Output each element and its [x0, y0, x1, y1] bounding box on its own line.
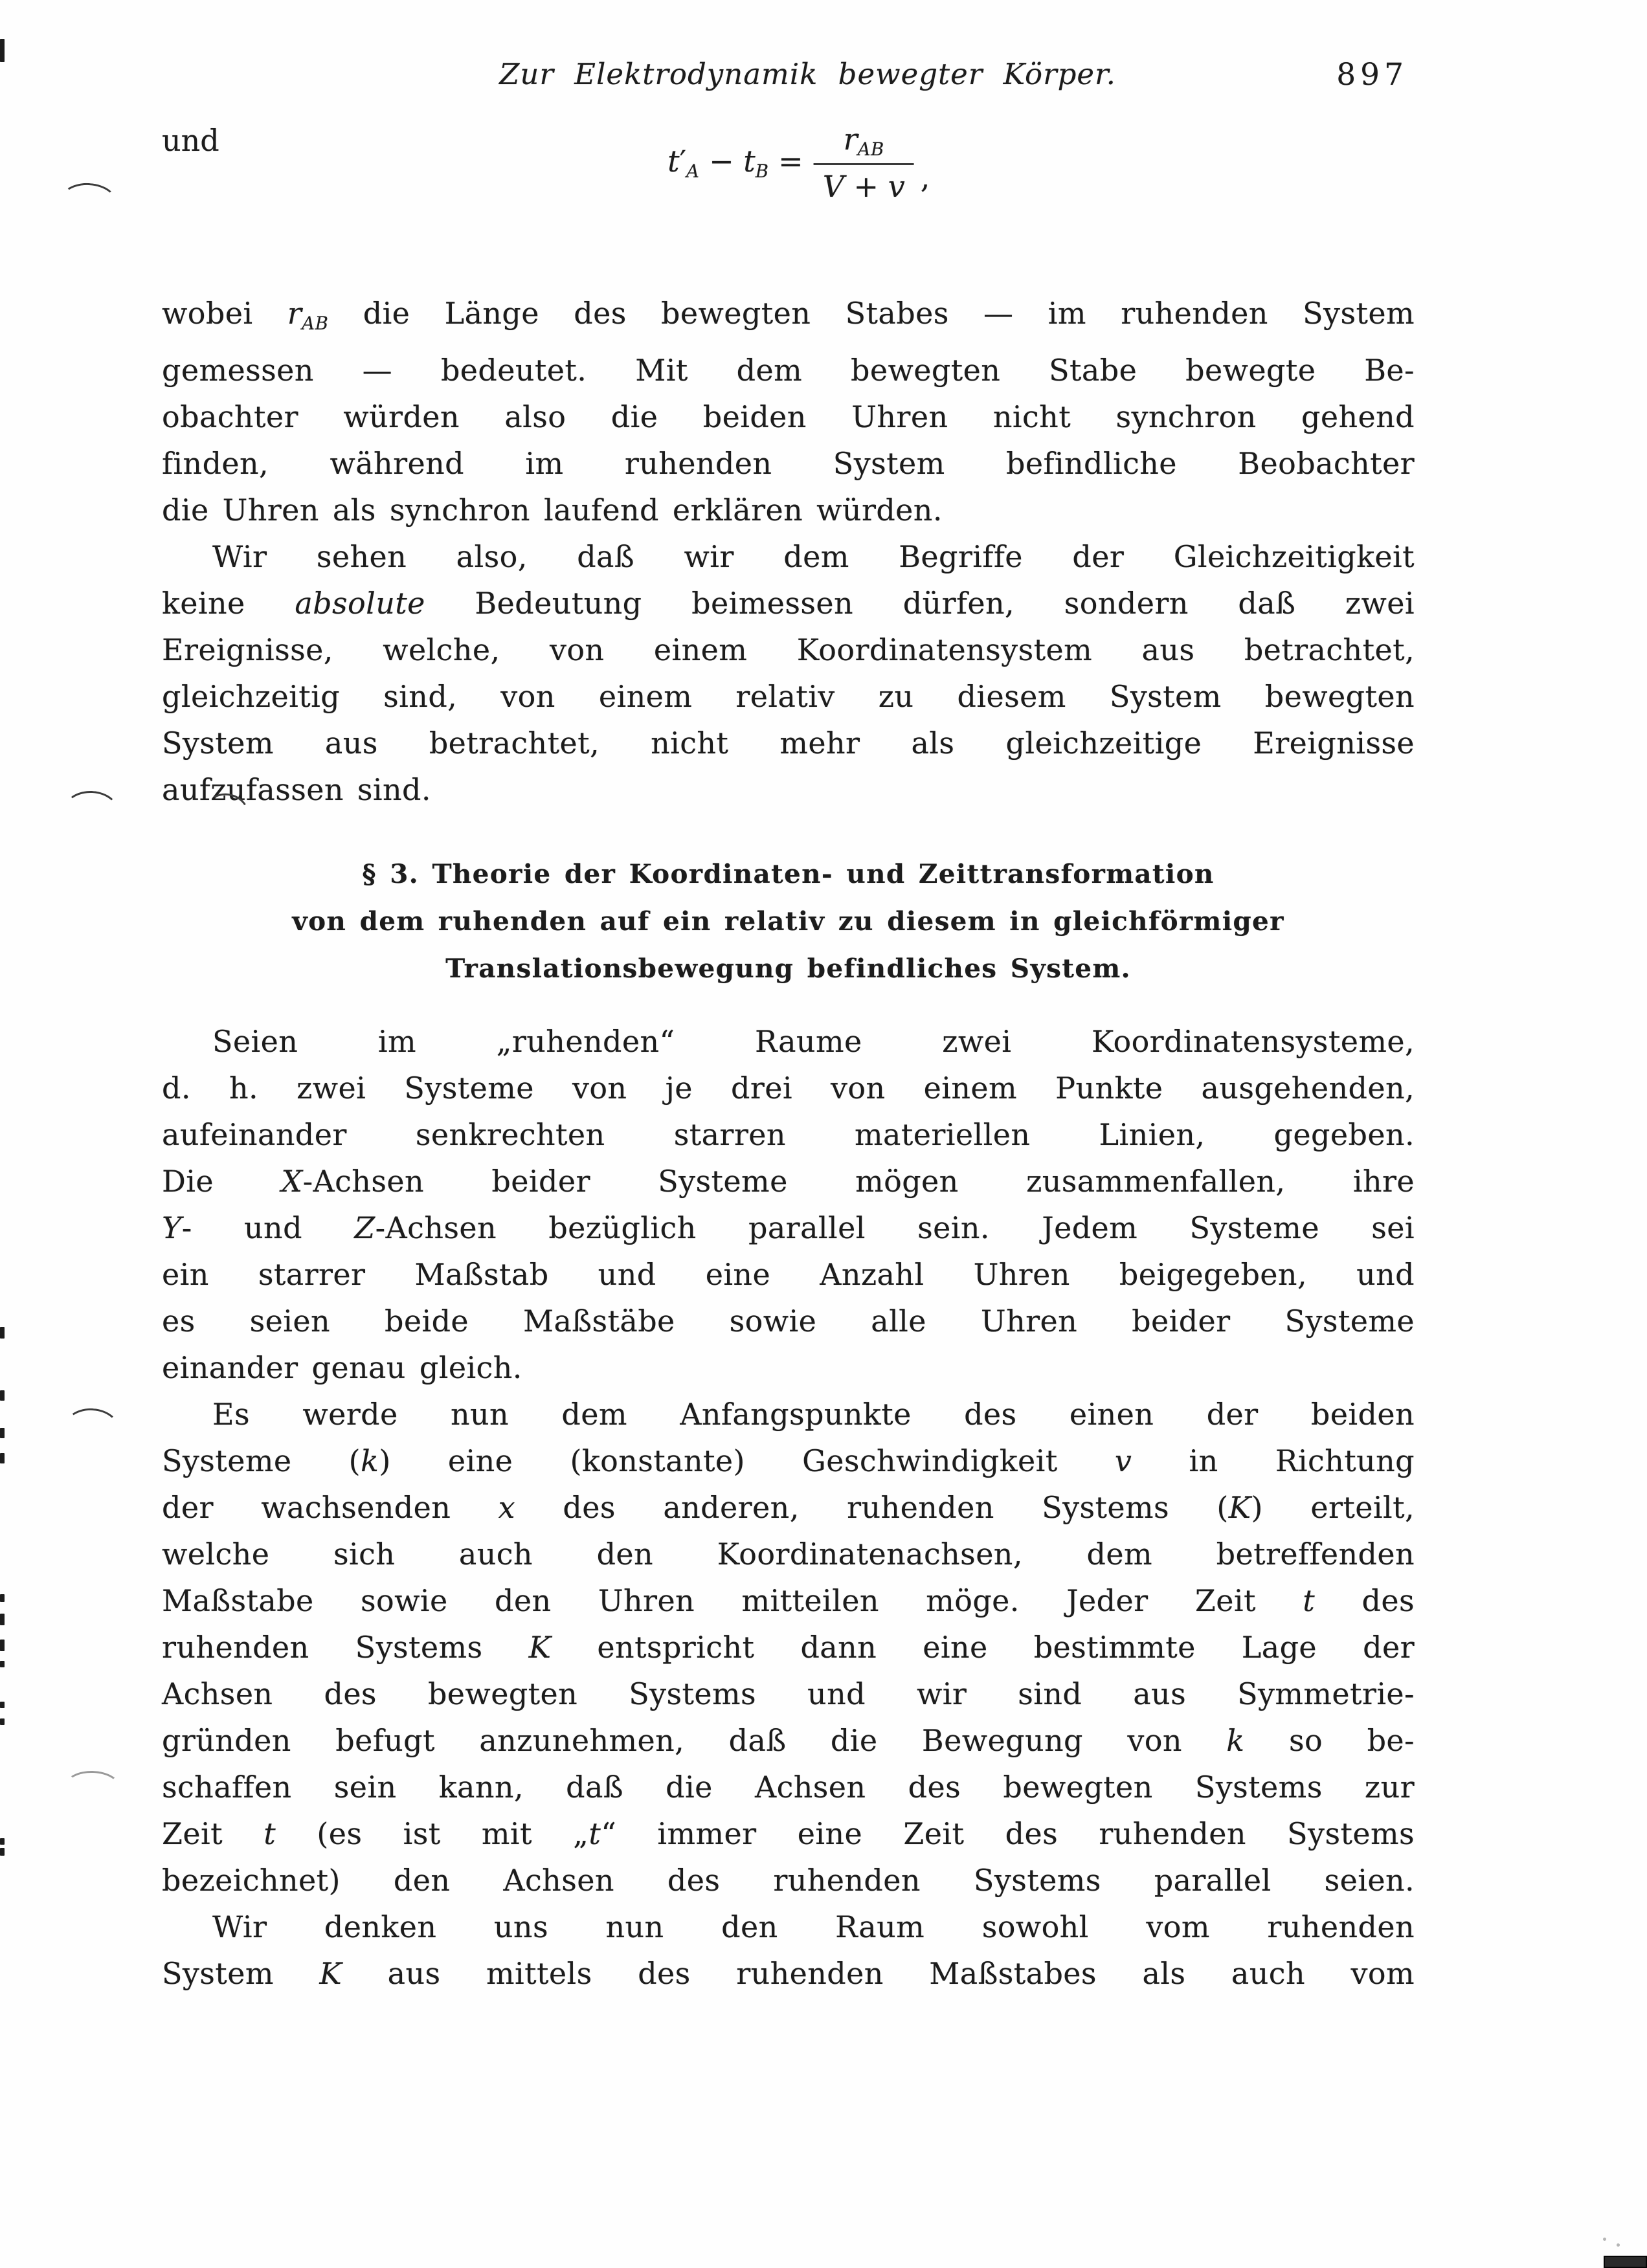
fraction-denominator: V + v [814, 163, 914, 204]
scan-edge-mark [0, 1428, 5, 1438]
text-line: die Uhren als synchron laufend erklären würden. [162, 492, 943, 528]
page-title: Zur Elektrodynamik bewegter Körper. [499, 57, 1116, 91]
scan-edge-mark [0, 1848, 5, 1856]
page-number: 897 [1336, 57, 1408, 93]
text-line: Zeit t (es ist mit „t“ immer eine Zeit des ruhenden Systems [162, 1816, 1415, 1851]
text-line: System K aus mittels des ruhenden Maßstabes als auch vom [162, 1955, 1415, 1991]
scan-edge-mark [0, 1594, 5, 1602]
scan-edge-mark [0, 1453, 5, 1463]
equation-lhs: t′A − tB = [667, 144, 803, 182]
text-line: aufzufassen sind. [162, 772, 431, 807]
text-line: es seien beide Maßstäbe sowie alle Uhren beider Systeme [162, 1303, 1415, 1339]
text-line: aufeinander senkrechten starren materiellen Linien, gegeben. [162, 1117, 1415, 1152]
text-line: Wir sehen also, daß wir dem Begriffe der Gleichzeitigkeit [212, 539, 1415, 574]
text-line: einander genau gleich. [162, 1350, 522, 1385]
paragraph-4 [162, 1391, 1415, 1904]
scan-speck [1617, 2243, 1620, 2247]
paragraph-2 [162, 533, 1415, 813]
scan-arc-mark [64, 1770, 121, 1805]
section-heading-line: von dem ruhenden auf ein relativ zu diesem in gleichförmiger [292, 905, 1284, 937]
text-line: gründen befugt anzunehmen, daß die Bewegung von k so be- [162, 1722, 1415, 1758]
scan-edge-mark [0, 1390, 5, 1401]
scan-arc-mark [62, 790, 120, 834]
text-line: Y- und Z-Achsen bezüglich parallel sein. Jedem Systeme sei [162, 1210, 1415, 1245]
scan-corner-bar [1604, 2256, 1647, 2268]
fraction-numerator: rAB [843, 122, 884, 160]
scan-edge-mark [0, 1661, 5, 1667]
scan-edge-mark [0, 1838, 5, 1845]
text-line: bezeichnet) den Achsen des ruhenden Systems parallel seien. [162, 1862, 1415, 1898]
text-line: Maßstabe sowie den Uhren mitteilen möge. Jeder Zeit t des [162, 1583, 1415, 1618]
equation-row [162, 119, 1415, 217]
scan-edge-mark [0, 1702, 5, 1708]
text-line: d. h. zwei Systeme von je drei von einem Punkte ausgehenden, [162, 1070, 1415, 1106]
text-line: der wachsenden x des anderen, ruhenden Systems (K) erteilt, [162, 1489, 1415, 1525]
scan-edge-mark [0, 1718, 5, 1725]
text-line: finden, während im ruhenden System befindliche Beobachter [162, 445, 1415, 481]
text-line: wobei rAB die Länge des bewegten Stabes — im ruhenden System [162, 296, 1415, 334]
text-line: gemessen — bedeutet. Mit dem bewegten Stabe bewegte Be- [162, 352, 1415, 388]
text-line: Systeme (k) eine (konstante) Geschwindigkeit v in Richtung [162, 1443, 1415, 1478]
scan-arc-mark [59, 181, 118, 223]
equation-trailing-comma: , [920, 159, 930, 195]
displayed-equation [667, 122, 930, 204]
scan-speck [1603, 2238, 1606, 2241]
text-line: Wir denken uns nun den Raum sowohl vom ruhenden [212, 1909, 1415, 1944]
running-head [162, 57, 1415, 100]
section-heading [162, 850, 1415, 992]
text-line: Es werde nun dem Anfangspunkte des einen der beiden [212, 1396, 1415, 1432]
equation-fraction [814, 122, 914, 204]
scan-edge-mark [0, 1614, 5, 1625]
text-line: schaffen sein kann, daß die Achsen des bewegten Systems zur [162, 1769, 1415, 1805]
text-line: Ereignisse, welche, von einem Koordinatensystem aus betrachtet, [162, 632, 1415, 667]
scan-edge-mark [0, 1640, 5, 1651]
text-line: ein starrer Maßstab und eine Anzahl Uhren beigegeben, und [162, 1256, 1415, 1292]
text-line: Achsen des bewegten Systems und wir sind aus Symmetrie- [162, 1676, 1415, 1711]
text-line: System aus betrachtet, nicht mehr als gleichzeitige Ereignisse [162, 725, 1415, 761]
text-line: gleichzeitig sind, von einem relativ zu diesem System bewegten [162, 678, 1415, 714]
scan-edge-mark [0, 1327, 5, 1339]
scan-arc-mark [63, 1406, 120, 1449]
equation-intro-word: und [162, 123, 219, 158]
paragraph-1 [162, 290, 1415, 533]
text-line: ruhenden Systems K entspricht dann eine bestimmte Lage der [162, 1629, 1415, 1665]
text-line: welche sich auch den Koordinatenachsen, dem betreffenden [162, 1536, 1415, 1572]
section-heading-line: § 3. Theorie der Koordinaten- und Zeittransformation [362, 858, 1215, 889]
text-line: keine absolute Bedeutung beimessen dürfen, sondern daß zwei [162, 585, 1415, 621]
text-line: Die X-Achsen beider Systeme mögen zusammenfallen, ihre [162, 1163, 1415, 1199]
section-heading-line: Translationsbewegung befindliches System. [445, 952, 1131, 984]
text-line: obachter würden also die beiden Uhren nicht synchron gehend [162, 399, 1415, 434]
scan-edge-mark [0, 39, 5, 62]
text-line: Seien im „ruhenden“ Raume zwei Koordinatensysteme, [212, 1023, 1415, 1059]
paragraph-3 [162, 1018, 1415, 1391]
paragraph-5 [162, 1904, 1415, 1997]
